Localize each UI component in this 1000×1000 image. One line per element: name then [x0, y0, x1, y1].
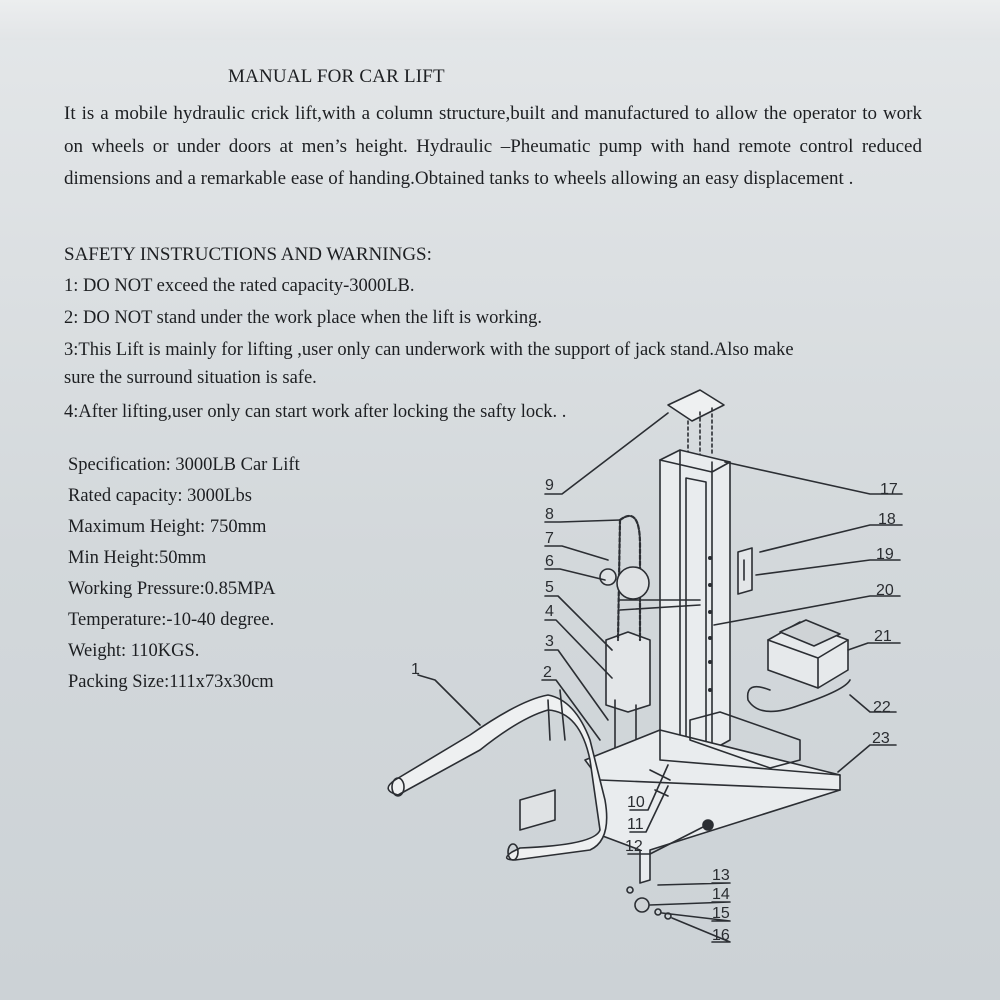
handle-frame	[388, 695, 607, 860]
callout-9: 9	[545, 477, 554, 494]
callout-17: 17	[880, 481, 898, 498]
callout-3: 3	[545, 633, 554, 650]
intro-paragraph: It is a mobile hydraulic crick lift,with a column structure,built and manufactured to allow the operator to work on wheels or under doors at men’s height. Hydraulic –Pheumatic pump with hand remote control reduced dimensions and a remarkable ease of handing.Obtained tanks to wheels allowing an easy displacement .	[64, 103, 922, 189]
spec-rated-capacity: Rated capacity: 3000Lbs	[68, 486, 252, 506]
safety-rule-3-cont: sure the surround situation is safe.	[64, 368, 317, 388]
callout-8: 8	[545, 506, 554, 523]
safety-rule-1: 1: DO NOT exceed the rated capacity-3000LB.	[64, 276, 415, 296]
top-plate	[668, 390, 724, 421]
carriage	[606, 632, 650, 712]
manual-title: MANUAL FOR CAR LIFT	[228, 66, 445, 87]
safety-rule-4: 4:After lifting,user only can start work after locking the safty lock. .	[64, 402, 567, 422]
pulley	[617, 567, 649, 599]
safety-rule-2: 2: DO NOT stand under the work place when the lift is working.	[64, 308, 542, 328]
callout-14: 14	[712, 886, 730, 903]
callout-15: 15	[712, 905, 730, 922]
callout-4: 4	[545, 603, 554, 620]
callout-19: 19	[876, 546, 894, 563]
base-frame	[585, 730, 840, 883]
callout-7: 7	[545, 530, 554, 547]
callout-18: 18	[878, 511, 896, 528]
safety-heading: SAFETY INSTRUCTIONS AND WARNINGS:	[64, 244, 432, 265]
callout-1: 1	[411, 661, 420, 678]
callout-5: 5	[545, 579, 554, 596]
callout-10: 10	[627, 794, 645, 811]
spec-specification: Specification: 3000LB Car Lift	[68, 455, 300, 475]
spec-max-height: Maximum Height: 750mm	[68, 517, 267, 537]
callout-23: 23	[872, 730, 890, 747]
callout-20: 20	[876, 582, 894, 599]
callout-22: 22	[873, 699, 891, 716]
callout-21: 21	[874, 628, 892, 645]
callout-6: 6	[545, 553, 554, 570]
callout-11: 11	[627, 816, 644, 833]
spec-weight: Weight: 110KGS.	[68, 641, 200, 661]
callout-13: 13	[712, 867, 730, 884]
spec-temperature: Temperature:-10-40 degree.	[68, 610, 275, 630]
callout-2: 2	[543, 664, 552, 681]
callout-12: 12	[625, 838, 643, 855]
spec-working-pressure: Working Pressure:0.85MPA	[68, 579, 276, 599]
safety-lock	[738, 548, 752, 594]
safety-rule-3: 3:This Lift is mainly for lifting ,user only can underwork with the support of jack stand.Also make	[64, 340, 794, 360]
spec-min-height: Min Height:50mm	[68, 548, 207, 568]
spec-packing-size: Packing Size:111x73x30cm	[68, 672, 274, 692]
hose	[748, 680, 850, 711]
callout-16: 16	[712, 927, 730, 944]
